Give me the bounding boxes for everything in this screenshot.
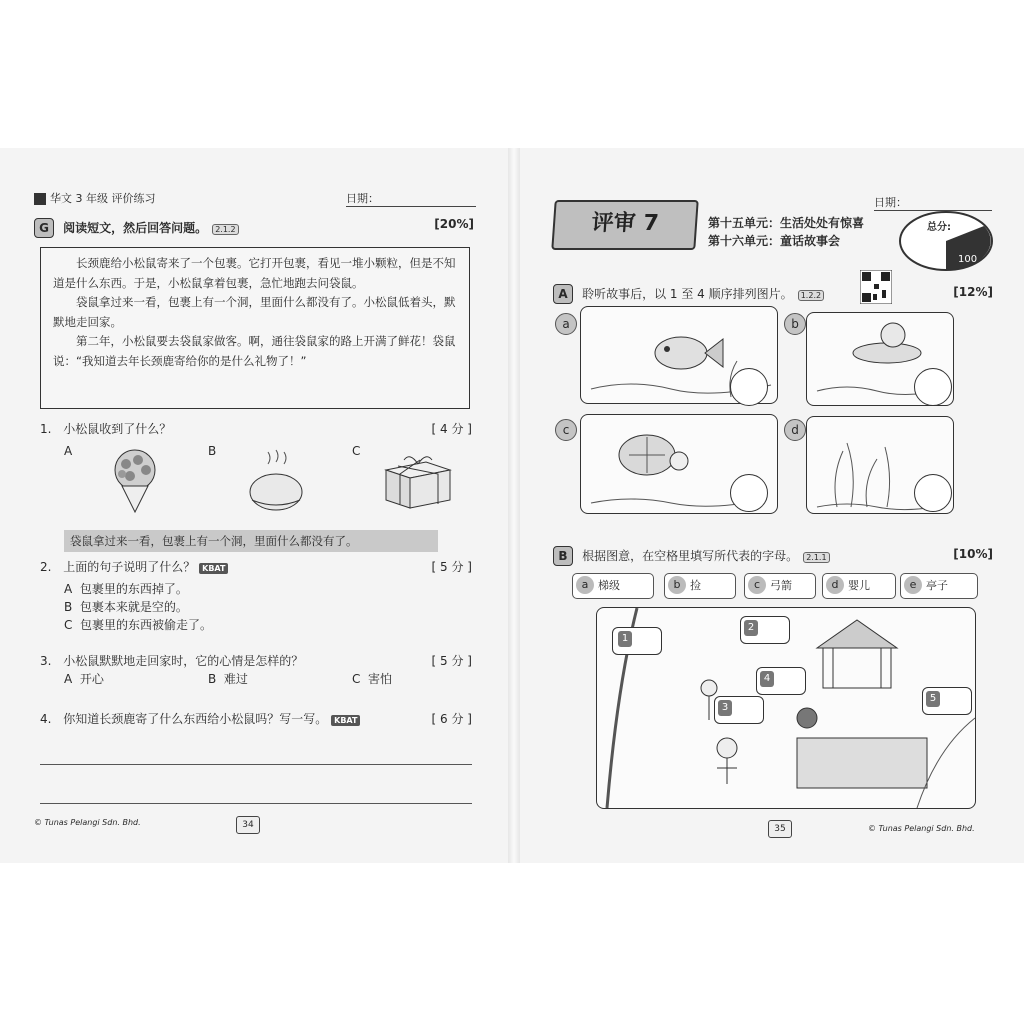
right-date-field: 日期： <box>874 194 992 211</box>
section-b-header <box>553 545 993 566</box>
flower-bouquet-image <box>100 448 170 514</box>
section-b-marks: [10%] <box>953 547 993 561</box>
answer-box-number-5: 5 <box>926 691 940 707</box>
answer-box-number-4: 4 <box>760 671 774 687</box>
section-a-marks: [12%] <box>953 285 993 299</box>
highlighted-quote: 袋鼠拿过来一看，包裹上有一个洞，里面什么都没有了。 <box>64 530 438 552</box>
picture-label-c: c <box>555 419 577 441</box>
package-with-smoke-image <box>240 446 310 514</box>
kbat-tag: KBAT <box>331 715 360 726</box>
banner-title: 评审 7 <box>590 211 660 236</box>
picture-label-b: b <box>784 313 806 335</box>
story-box <box>40 247 470 409</box>
series-title: 华文 3 年级 评价练习 <box>34 190 156 206</box>
answer-line[interactable] <box>40 803 472 804</box>
question-1: 1. 小松鼠收到了什么？ [ 4 分 ] <box>40 422 472 436</box>
order-answer-circle-c[interactable] <box>730 474 768 512</box>
section-b-code: 2.1.1 <box>803 552 829 563</box>
q1-option-a: A <box>64 444 73 458</box>
word-option-e: e 亭子 <box>900 573 978 599</box>
story-paragraph: 袋鼠拿过来一看，包裹上有一个洞，里面什么都没有了。小松鼠低着头，默默地走回家。 <box>53 295 456 329</box>
book-icon <box>34 193 46 205</box>
q2-option-b: B 包裹本来就是空的。 <box>64 600 188 614</box>
kbat-tag: KBAT <box>199 563 228 574</box>
word-option-c: c 弓箭 <box>744 573 816 599</box>
q3-option-b: B 难过 <box>208 672 248 686</box>
section-g-code: 2.1.2 <box>212 224 238 235</box>
unit-15-title: 第十五单元：生活处处有惊喜 <box>708 216 865 230</box>
right-page-number: 35 <box>768 820 792 838</box>
section-a-instruction: 聆听故事后，以 1 至 4 顺序排列图片。 <box>582 287 793 301</box>
answer-box-number-2: 2 <box>744 620 758 636</box>
picture-label-a: a <box>555 313 577 335</box>
story-paragraph: 长颈鹿给小松鼠寄来了一个包裹。它打开包裹，看见一堆小颗粒，但是不知道是什么东西。于是，小松鼠拿着包裹，急忙地跑去问袋鼠。 <box>53 256 456 290</box>
section-a-badge: A <box>553 284 573 304</box>
right-copyright: © Tunas Pelangi Sdn. Bhd. <box>868 824 975 833</box>
q3-option-a: A 开心 <box>64 672 104 686</box>
question-3: 3. 小松鼠默默地走回家时，它的心情是怎样的？ [ 5 分 ] <box>40 654 472 668</box>
total-score-label: 总分: <box>927 222 951 233</box>
left-date-field: 日期： <box>346 190 476 207</box>
answer-line[interactable] <box>40 764 472 765</box>
question-4: 4. 你知道长颈鹿寄了什么东西给小松鼠吗？写一写。 KBAT [ 6 分 ] <box>40 712 472 726</box>
q1-option-b: B <box>208 444 217 458</box>
total-score-value: 100 <box>958 254 978 265</box>
q1-option-c: C <box>352 444 361 458</box>
word-option-d: d 婴儿 <box>822 573 896 599</box>
q2-option-a: A 包裹里的东西掉了。 <box>64 582 188 596</box>
section-g-badge: G <box>34 218 54 238</box>
q2-option-c: C 包裹里的东西被偷走了。 <box>64 618 213 632</box>
word-option-b: b 捡 <box>664 573 736 599</box>
gift-box-image <box>380 448 456 512</box>
section-g-marks: [20%] <box>434 217 474 231</box>
q3-option-c: C 害怕 <box>352 672 393 686</box>
word-option-a: a 梯级 <box>572 573 654 599</box>
section-g-instruction: 阅读短文，然后回答问题。 <box>63 221 208 235</box>
section-b-instruction: 根据图意，在空格里填写所代表的字母。 <box>582 549 799 563</box>
q2-options <box>64 580 212 634</box>
left-page-number: 34 <box>236 816 260 834</box>
book-gutter <box>508 148 520 863</box>
section-a-code: 1.2.2 <box>798 290 824 301</box>
picture-label-d: d <box>784 419 806 441</box>
order-answer-circle-a[interactable] <box>730 368 768 406</box>
left-copyright: © Tunas Pelangi Sdn. Bhd. <box>34 818 141 827</box>
answer-box-number-3: 3 <box>718 700 732 716</box>
question-2: 2. 上面的句子说明了什么？ KBAT [ 5 分 ] <box>40 560 472 574</box>
answer-box-number-1: 1 <box>618 631 632 647</box>
section-g-header <box>34 217 474 238</box>
order-answer-circle-b[interactable] <box>914 368 952 406</box>
unit-16-title: 第十六单元：童话故事会 <box>708 234 841 248</box>
order-answer-circle-d[interactable] <box>914 474 952 512</box>
unit-titles <box>708 214 864 250</box>
assessment-banner <box>551 200 698 250</box>
section-b-badge: B <box>553 546 573 566</box>
story-paragraph: 第二年，小松鼠要去袋鼠家做客。啊，通往袋鼠家的路上开满了鲜花！袋鼠说：“我知道去年长颈鹿寄给你的是什么礼物了！” <box>53 334 456 368</box>
section-a-header <box>553 283 993 304</box>
